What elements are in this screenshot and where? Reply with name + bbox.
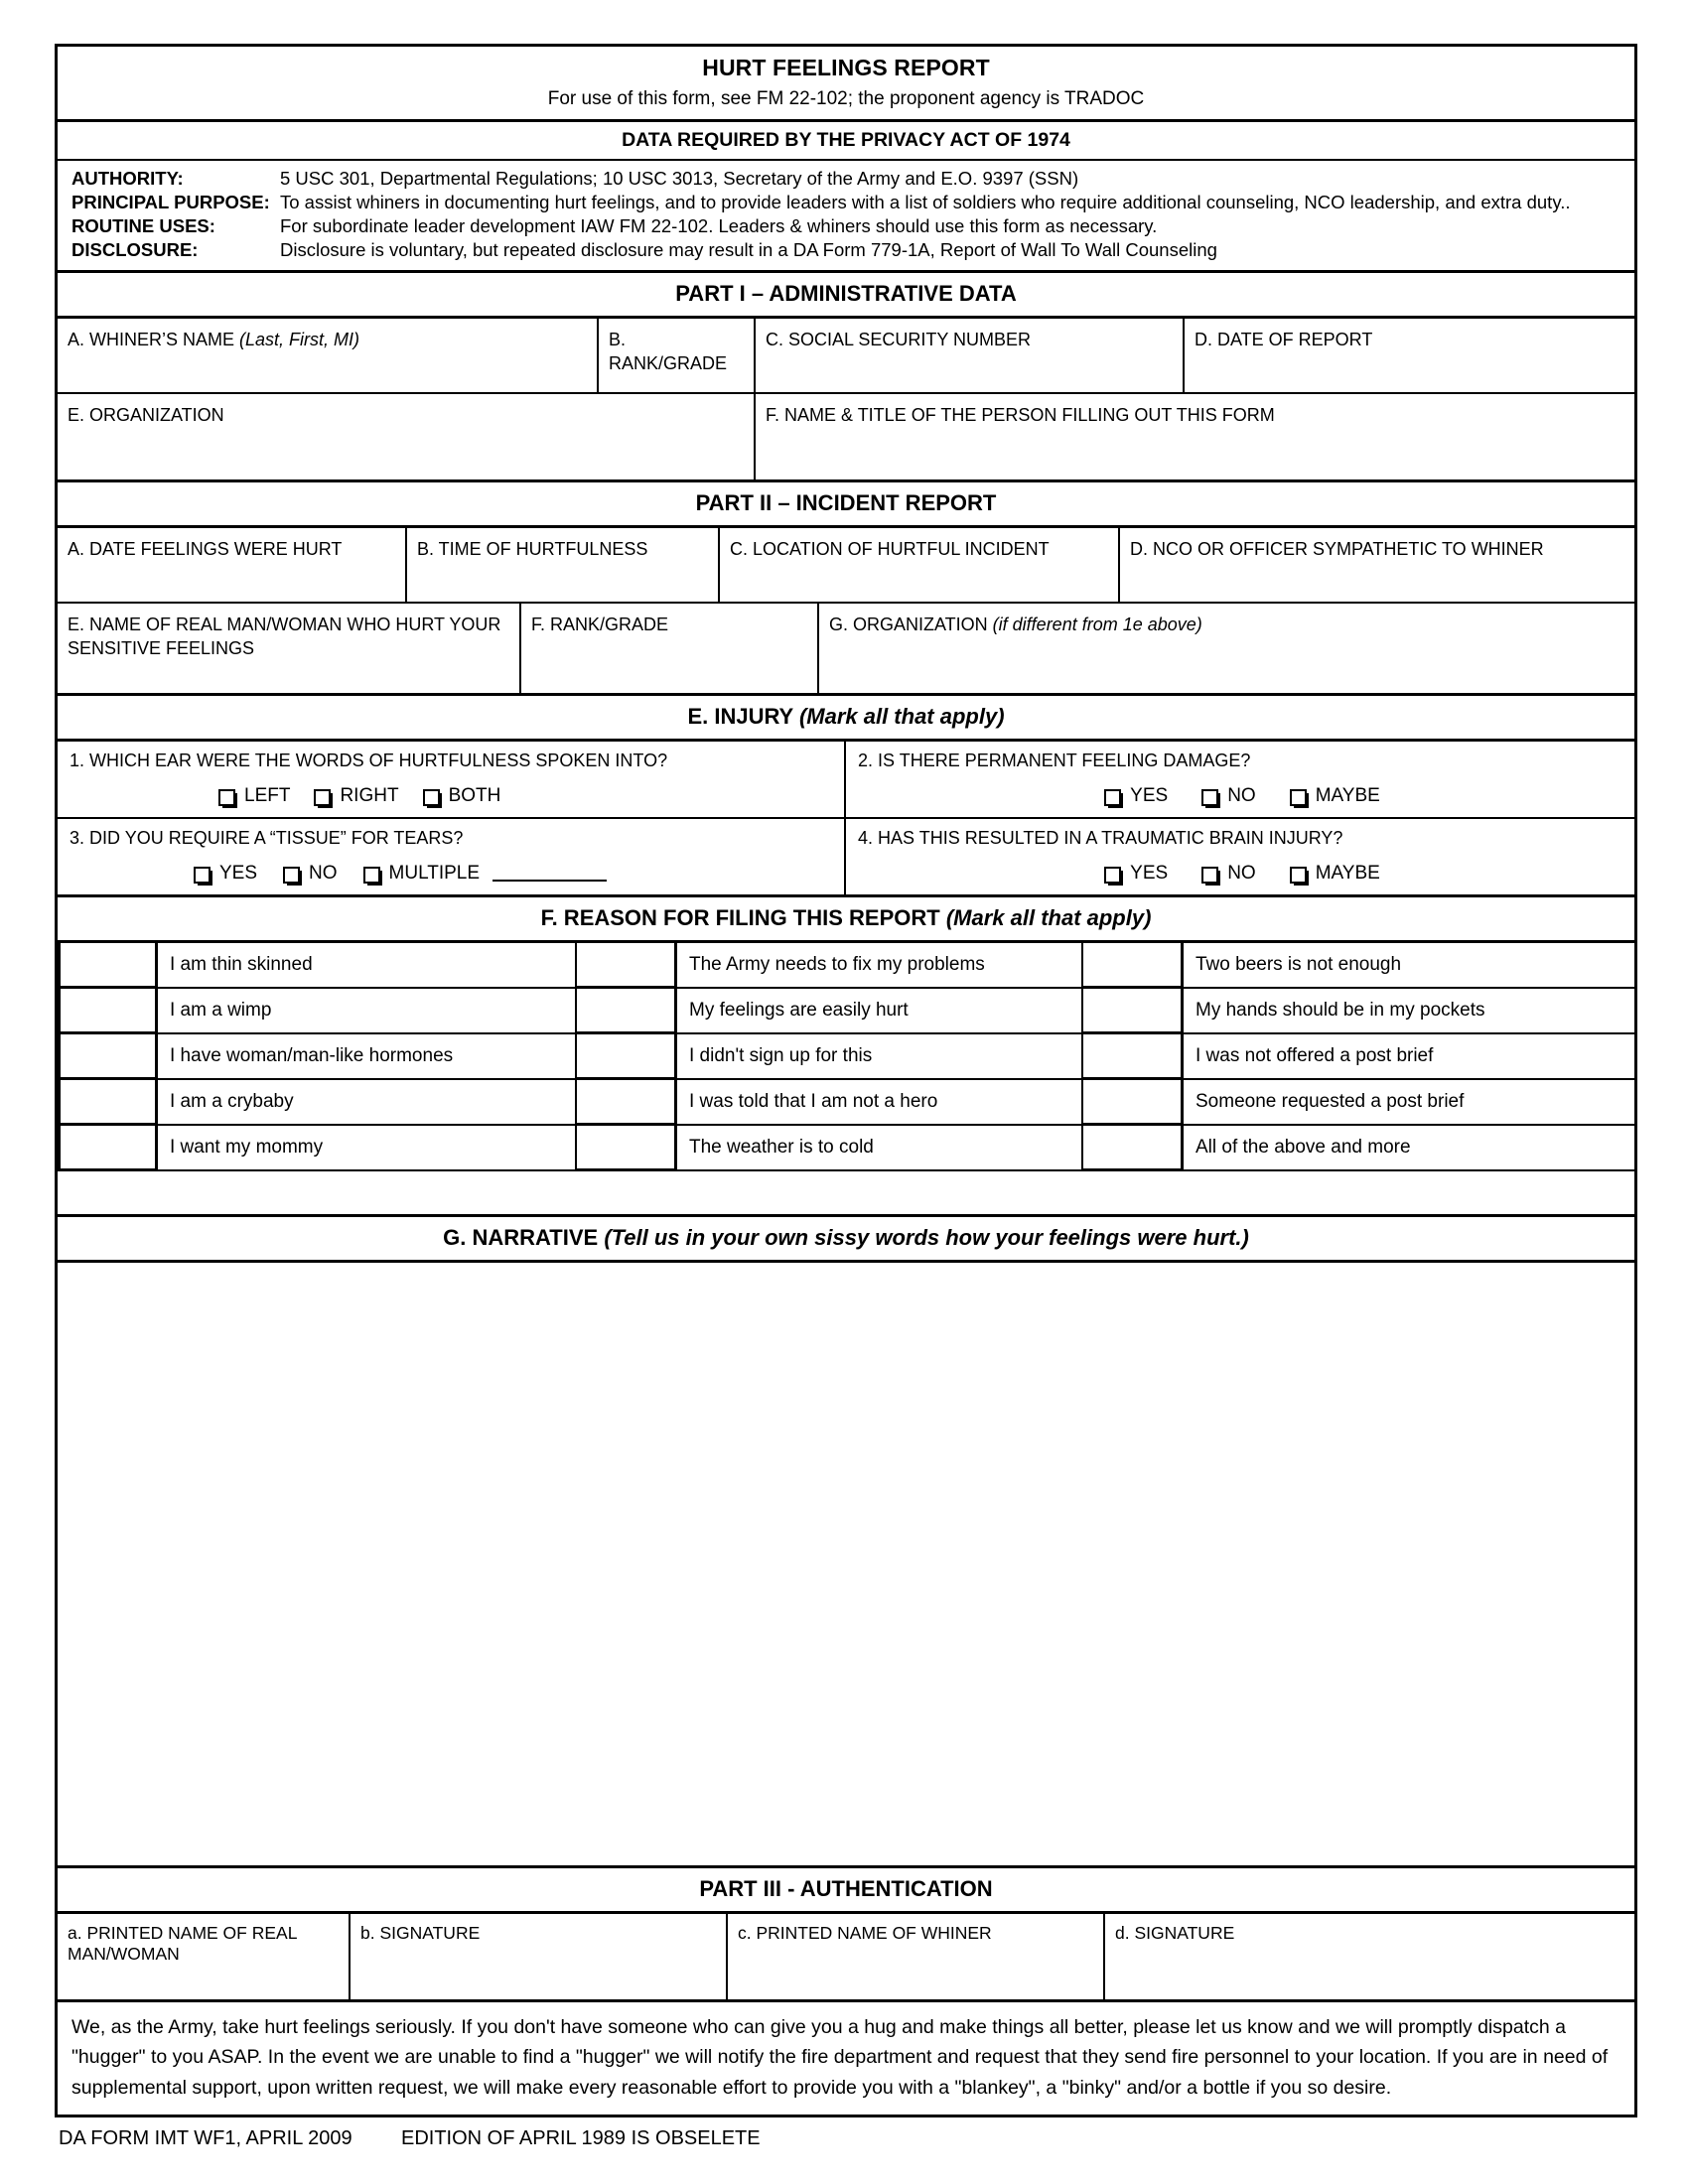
privacy-act-heading: DATA REQUIRED BY THE PRIVACY ACT OF 1974: [58, 122, 1634, 161]
reason-checkbox-5-3[interactable]: [1083, 1126, 1184, 1171]
part3-heading: PART III - AUTHENTICATION: [58, 1868, 1634, 1914]
reason-heading: [58, 897, 1634, 943]
field-organization-label: E. ORGANIZATION: [68, 405, 224, 426]
field-name-of-real-man-woman[interactable]: [58, 604, 521, 693]
injury-q4-option-maybe-label: MAYBE: [1315, 863, 1380, 885]
injury-q2-option-yes[interactable]: [1104, 785, 1168, 807]
injury-row-2: [58, 819, 1634, 897]
privacy-label-disclosure: DISCLOSURE:: [71, 239, 199, 261]
reason-label-2-2: My feelings are easily hurt: [677, 989, 1083, 1034]
part1-row-1: [58, 319, 1634, 394]
field-signature-real-man-woman[interactable]: [351, 1914, 728, 1999]
part1-row-2: [58, 394, 1634, 482]
closing-statement: We, as the Army, take hurt feelings seriously. If you don't have someone who can give you a hug and make things all better, please let us know and we will promptly dispatch a "hugger" to you ASAP. In the event we are unable to find a "hugger" we will notify the fire department and request that they send fire personnel to your location. If you are in need of supplemental support, upon written request, we will make every reasonable effort to provide you with a "blankey", a "binky" and/or a bottle if you so desire.: [58, 2002, 1634, 2117]
field-ssn-label: C. SOCIAL SECURITY NUMBER: [766, 330, 1032, 350]
reason-label-5-2: The weather is to cold: [677, 1126, 1083, 1171]
field-time-of-hurtfulness[interactable]: [407, 528, 720, 602]
injury-question-4-options: [858, 863, 1626, 885]
checkbox-icon[interactable]: [423, 789, 440, 806]
reason-label-1-2: The Army needs to fix my problems: [677, 943, 1083, 989]
page-title: HURT FEELINGS REPORT: [702, 55, 990, 80]
privacy-text-disclosure: Disclosure is voluntary, but repeated disclosure may result in a DA Form 779-1A, Report of Wall To Wall Counseling: [280, 239, 1217, 261]
reason-row: [58, 1034, 1634, 1080]
injury-question-2-options: [858, 785, 1626, 807]
field-social-security-number[interactable]: [756, 319, 1185, 392]
privacy-label-authority: AUTHORITY:: [71, 168, 184, 189]
reason-label-5-1: I want my mommy: [158, 1126, 577, 1171]
reason-checkbox-3-2[interactable]: [577, 1034, 677, 1080]
reason-checkbox-2-3[interactable]: [1083, 989, 1184, 1034]
checkbox-icon[interactable]: [1104, 789, 1121, 806]
narrative-textarea[interactable]: [58, 1263, 1634, 1868]
field-location-of-incident[interactable]: [720, 528, 1120, 602]
narrative-heading-text: G. NARRATIVE: [443, 1225, 605, 1251]
reason-checkbox-1-3[interactable]: [1083, 943, 1184, 989]
injury-q3-option-yes-label: YES: [219, 863, 258, 885]
field-signature-real-man-woman-label: b. SIGNATURE: [360, 1923, 481, 1944]
part2-row-2: [58, 604, 1634, 696]
checkbox-icon[interactable]: [283, 867, 300, 884]
part2-heading: PART II – INCIDENT REPORT: [58, 482, 1634, 528]
narrative-heading: [58, 1217, 1634, 1263]
field-date-feelings-hurt[interactable]: [58, 528, 407, 602]
injury-question-3-options: [70, 863, 836, 885]
reason-checkbox-4-2[interactable]: [577, 1080, 677, 1126]
privacy-row-authority: [71, 167, 1624, 191]
field-person-filling-out-form-label: F. NAME & TITLE OF THE PERSON FILLING OUT THIS FORM: [766, 405, 1275, 426]
part2-row-1: [58, 528, 1634, 604]
checkbox-icon[interactable]: [194, 867, 211, 884]
part1-heading: PART I – ADMINISTRATIVE DATA: [58, 273, 1634, 319]
injury-q3-option-no-label: NO: [309, 863, 338, 885]
injury-question-3-text: 3. DID YOU REQUIRE A “TISSUE” FOR TEARS?: [70, 828, 464, 849]
field-date-of-report[interactable]: [1185, 319, 1634, 392]
injury-q3-multiple-write-in[interactable]: [492, 866, 607, 882]
checkbox-icon[interactable]: [1104, 867, 1121, 884]
field-incident-organization-hint: (if different from 1e above): [992, 614, 1202, 635]
injury-q3-option-multiple-label: MULTIPLE: [388, 863, 481, 885]
field-sympathetic-nco-officer[interactable]: [1120, 528, 1634, 602]
form-title-band: [58, 47, 1634, 122]
injury-q1-option-left-label: LEFT: [244, 785, 291, 807]
reason-checkbox-5-2[interactable]: [577, 1126, 677, 1171]
checkbox-icon[interactable]: [1201, 867, 1218, 884]
field-whiners-name-hint: (Last, First, MI): [239, 330, 360, 350]
injury-question-2: [846, 742, 1634, 817]
injury-q1-option-both[interactable]: [423, 785, 501, 807]
reason-checkbox-2-1[interactable]: [58, 989, 158, 1034]
reason-label-4-1: I am a crybaby: [158, 1080, 577, 1126]
injury-q2-option-no-label: NO: [1227, 785, 1256, 807]
injury-q4-option-yes-label: YES: [1130, 863, 1169, 885]
field-incident-organization[interactable]: [819, 604, 1634, 693]
narrative-heading-hint: (Tell us in your own sissy words how your feelings were hurt.): [604, 1225, 1249, 1251]
injury-q1-option-both-label: BOTH: [448, 785, 501, 807]
reason-row: [58, 1080, 1634, 1126]
reason-checkbox-1-2[interactable]: [577, 943, 677, 989]
form-id: DA FORM IMT WF1, APRIL 2009: [59, 2126, 352, 2149]
field-rank-grade-label: B. RANK/GRADE: [609, 330, 728, 374]
privacy-row-disclosure: [71, 238, 1624, 262]
checkbox-icon[interactable]: [1290, 867, 1307, 884]
injury-q1-option-right-label: RIGHT: [340, 785, 399, 807]
injury-q4-option-maybe[interactable]: [1290, 863, 1380, 885]
injury-q4-option-no[interactable]: [1201, 863, 1256, 885]
injury-heading: [58, 696, 1634, 742]
reason-checkbox-4-3[interactable]: [1083, 1080, 1184, 1126]
part3-row: [58, 1914, 1634, 2002]
reason-heading-hint: (Mark all that apply): [945, 905, 1152, 931]
field-incident-rank-grade[interactable]: [521, 604, 819, 693]
field-signature-whiner[interactable]: [1105, 1914, 1634, 1999]
checkbox-icon[interactable]: [218, 789, 235, 806]
injury-q1-option-right[interactable]: [314, 785, 398, 807]
injury-q4-option-no-label: NO: [1227, 863, 1256, 885]
field-whiners-name[interactable]: [58, 319, 599, 392]
reason-checkbox-1-1[interactable]: [58, 943, 158, 989]
privacy-label-principal-purpose: PRINCIPAL PURPOSE:: [71, 192, 270, 213]
reason-row: [58, 1126, 1634, 1171]
reason-heading-text: F. REASON FOR FILING THIS REPORT: [540, 905, 946, 931]
field-incident-organization-label: G. ORGANIZATION: [829, 614, 993, 635]
field-date-feelings-hurt-label: A. DATE FEELINGS WERE HURT: [68, 539, 343, 560]
reason-checkbox-4-1[interactable]: [58, 1080, 158, 1126]
checkbox-icon[interactable]: [1201, 789, 1218, 806]
reason-label-4-2: I was told that I am not a hero: [677, 1080, 1083, 1126]
injury-q2-option-maybe-label: MAYBE: [1315, 785, 1380, 807]
reason-row: [58, 943, 1634, 989]
injury-heading-hint: (Mark all that apply): [798, 704, 1005, 730]
injury-question-1-text: 1. WHICH EAR WERE THE WORDS OF HURTFULNESS SPOKEN INTO?: [70, 751, 668, 771]
field-rank-grade[interactable]: [599, 319, 756, 392]
injury-q2-option-yes-label: YES: [1130, 785, 1169, 807]
injury-q3-option-multiple[interactable]: [363, 863, 608, 885]
injury-q2-option-no[interactable]: [1201, 785, 1256, 807]
reason-table-spacer: [58, 1171, 1634, 1217]
injury-row-1: [58, 742, 1634, 819]
injury-question-1-options: [70, 785, 836, 807]
injury-q2-option-maybe[interactable]: [1290, 785, 1380, 807]
checkbox-icon[interactable]: [314, 789, 331, 806]
field-printed-name-whiner-label: c. PRINTED NAME OF WHINER: [738, 1923, 992, 1944]
reason-label-4-3: Someone requested a post brief: [1184, 1080, 1634, 1126]
reason-checkbox-2-2[interactable]: [577, 989, 677, 1034]
hurt-feelings-report-form: [55, 44, 1637, 2117]
injury-question-3: [58, 819, 846, 894]
field-printed-name-real-man-woman[interactable]: [58, 1914, 351, 1999]
checkbox-icon[interactable]: [1290, 789, 1307, 806]
privacy-label-routine-uses: ROUTINE USES:: [71, 215, 215, 237]
reason-label-2-3: My hands should be in my pockets: [1184, 989, 1634, 1034]
field-time-of-hurtfulness-label: B. TIME OF HURTFULNESS: [417, 539, 648, 560]
field-printed-name-real-man-woman-label: a. PRINTED NAME OF REAL MAN/WOMAN: [68, 1923, 297, 1965]
field-name-of-real-man-woman-label: E. NAME OF REAL MAN/WOMAN WHO HURT YOUR SENSITIVE FEELINGS: [68, 614, 501, 659]
field-printed-name-whiner[interactable]: [728, 1914, 1105, 1999]
field-signature-whiner-label: d. SIGNATURE: [1115, 1923, 1235, 1944]
injury-q3-option-yes[interactable]: [194, 863, 257, 885]
reason-label-1-3: Two beers is not enough: [1184, 943, 1634, 989]
field-location-of-incident-label: C. LOCATION OF HURTFUL INCIDENT: [730, 539, 1050, 560]
injury-question-2-text: 2. IS THERE PERMANENT FEELING DAMAGE?: [858, 751, 1251, 771]
privacy-row-routine-uses: [71, 214, 1624, 238]
privacy-row-principal-purpose: [71, 191, 1624, 214]
injury-question-4: [846, 819, 1634, 894]
reason-checkbox-3-1[interactable]: [58, 1034, 158, 1080]
reason-label-3-2: I didn't sign up for this: [677, 1034, 1083, 1080]
reason-label-3-3: I was not offered a post brief: [1184, 1034, 1634, 1080]
checkbox-icon[interactable]: [363, 867, 380, 884]
injury-heading-text: E. INJURY: [687, 704, 799, 730]
form-footer: [55, 2117, 1640, 2150]
reason-label-1-1: I am thin skinned: [158, 943, 577, 989]
field-person-filling-out-form[interactable]: [756, 394, 1634, 479]
injury-q3-option-no[interactable]: [283, 863, 338, 885]
field-whiners-name-label: A. WHINER’S NAME: [68, 330, 240, 350]
field-date-of-report-label: D. DATE OF REPORT: [1195, 330, 1373, 350]
field-organization[interactable]: [58, 394, 756, 479]
injury-q4-option-yes[interactable]: [1104, 863, 1168, 885]
form-subtitle: For use of this form, see FM 22-102; the proponent agency is TRADOC: [547, 88, 1145, 109]
privacy-text-principal-purpose: To assist whiners in documenting hurt feelings, and to provide leaders with a list of soldiers who require additional counseling, NCO leadership, and extra duty..: [280, 192, 1571, 213]
reason-label-3-1: I have woman/man-like hormones: [158, 1034, 577, 1080]
reason-checkbox-3-3[interactable]: [1083, 1034, 1184, 1080]
injury-question-4-text: 4. HAS THIS RESULTED IN A TRAUMATIC BRAIN INJURY?: [858, 828, 1343, 849]
injury-question-1: [58, 742, 846, 817]
reason-checkbox-5-1[interactable]: [58, 1126, 158, 1171]
reason-label-2-1: I am a wimp: [158, 989, 577, 1034]
reason-label-5-3: All of the above and more: [1184, 1126, 1634, 1171]
reason-row: [58, 989, 1634, 1034]
privacy-text-routine-uses: For subordinate leader development IAW FM 22-102. Leaders & whiners should use this form as necessary.: [280, 215, 1158, 237]
field-incident-rank-grade-label: F. RANK/GRADE: [531, 614, 669, 635]
field-sympathetic-nco-officer-label: D. NCO OR OFFICER SYMPATHETIC TO WHINER: [1130, 539, 1544, 560]
privacy-text-authority: 5 USC 301, Departmental Regulations; 10 USC 3013, Secretary of the Army and E.O. 9397 (SSN): [280, 168, 1079, 189]
privacy-act-body: [58, 161, 1634, 273]
injury-q1-option-left[interactable]: [218, 785, 290, 807]
form-edition-note: EDITION OF APRIL 1989 IS OBSELETE: [401, 2126, 761, 2149]
